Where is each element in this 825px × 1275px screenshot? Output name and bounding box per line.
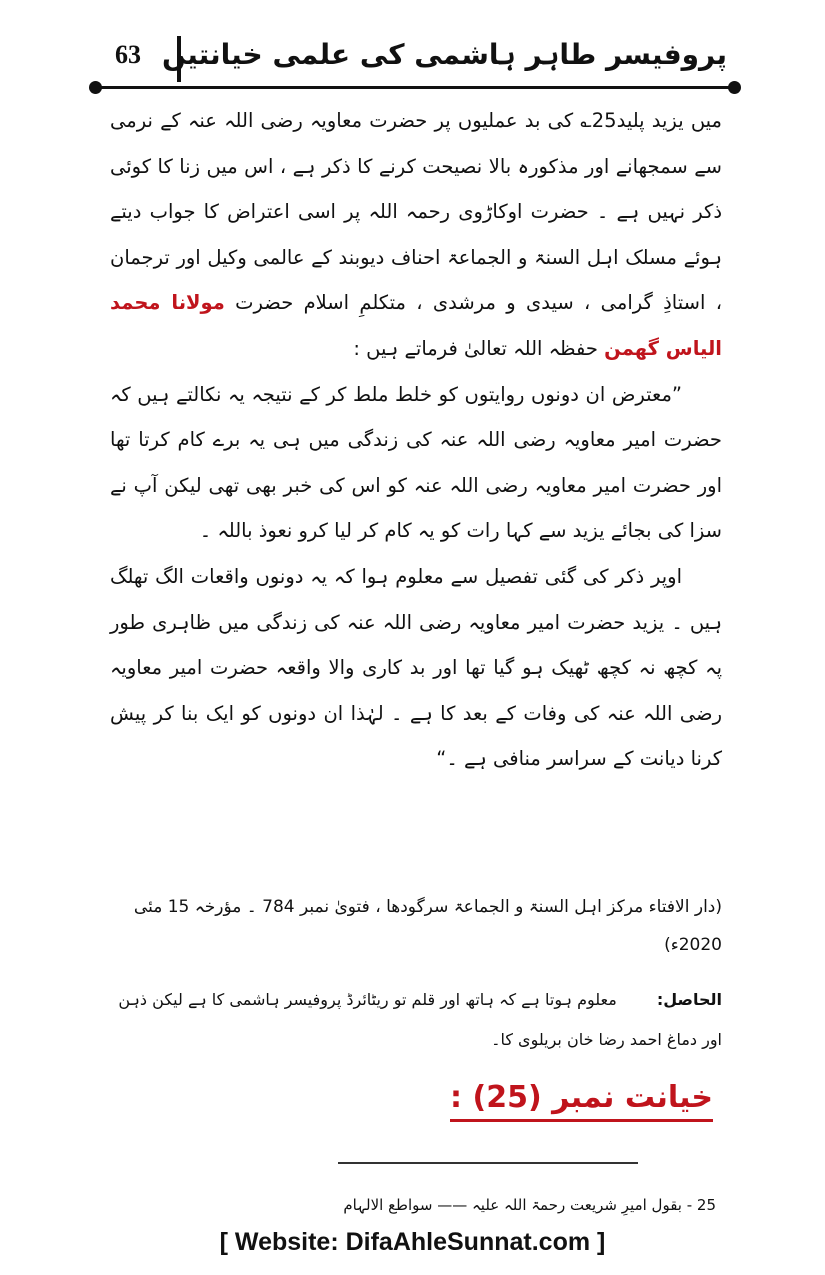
intro-text-end: حفظہ اللہ تعالیٰ فرماتے ہیں : [353, 336, 605, 360]
quote-paragraph-2: اوپر ذکر کی گئی تفصیل سے معلوم ہوا کہ یہ دونوں واقعات الگ تھلگ ہیں ۔ یزید حضرت امیر معاویہ رضی اللہ عنہ کی زندگی میں ظاہری طور پہ کچھ نہ کچھ ٹھیک ہو گیا تھا اور بد کاری والا واقعہ حضرت امیر معاویہ رضی اللہ عنہ کی وفات کے بعد کا ہے ۔ لہٰذا ان دونوں کو ایک بنا کر پیش کرنا دیانت کے سراسر منافی ہے ۔“ [110, 564, 722, 771]
summary-label: الحاصل: [656, 990, 722, 1009]
body-text [110, 98, 722, 782]
footnote-divider [338, 1162, 638, 1164]
page-number: 63 [115, 40, 141, 69]
highlighted-scholar-name: مولانا محمد الیاس گھمن [110, 291, 722, 360]
summary-text: معلوم ہوتا ہے کہ ہاتھ اور قلم تو ریٹائرڈ پروفیسر ہاشمی کا ہے لیکن ذہن اور دماغ احمد رضا خان بریلوی کا۔ [118, 990, 722, 1049]
header-rule-right-dot [728, 81, 741, 94]
header-rule-left-dot [89, 81, 102, 94]
book-title: پروفیسر طاہر ہاشمی کی علمی خیانتیں [162, 38, 727, 71]
intro-paragraph [110, 98, 722, 372]
summary [110, 980, 722, 1060]
footnote: 25 - بقول امیرِ شریعت رحمۃ اللہ علیہ —— سواطع الالہام [343, 1196, 716, 1214]
quote-paragraph-1: ”معترض ان دونوں روایتوں کو خلط ملط کر کے نتیجہ یہ نکالتے ہیں کہ حضرت امیر معاویہ رضی اللہ عنہ کی زندگی میں ہی یہ برے کام کرتا تھا اور حضرت امیر معاویہ رضی اللہ عنہ کو اس کی خبر بھی تھی لیکن آپ نے سزا کی بجائے یزید سے کہا رات کو یہ کام کر لیا کرو نعوذ باللہ ۔ [110, 382, 722, 543]
fatwa-reference: (دار الافتاء مرکز اہل السنۃ و الجماعۃ سرگودھا ، فتویٰ نمبر 784 ۔ مؤرخہ 15 مئی 2020ء) [133, 897, 722, 955]
page-header [95, 28, 735, 98]
intro-text: میں یزید پلید25؎ کی بد عملیوں پر حضرت معاویہ رضی اللہ عنہ کے نرمی سے سمجھانے اور مذکورہ بالا نصیحت کرنے کا ذکر ہے ، اس میں زنا کا کوئی ذکر نہیں ہے ۔ حضرت اوکاڑوی رحمہ اللہ پر اسی اعتراض کا جواب دیتے ہوئے مسلک اہل السنۃ و الجماعۃ احناف دیوبند کے عالمی وکیل اور ترجمان ، استاذِ گرامی ، سیدی و مرشدی ، متکلمِ اسلام حضرت [110, 109, 722, 315]
section-heading: خیانت نمبر (25) : [450, 1080, 713, 1122]
website-banner: [ Website: DifaAhleSunnat.com ] [219, 1228, 606, 1256]
header-rule [95, 86, 735, 89]
